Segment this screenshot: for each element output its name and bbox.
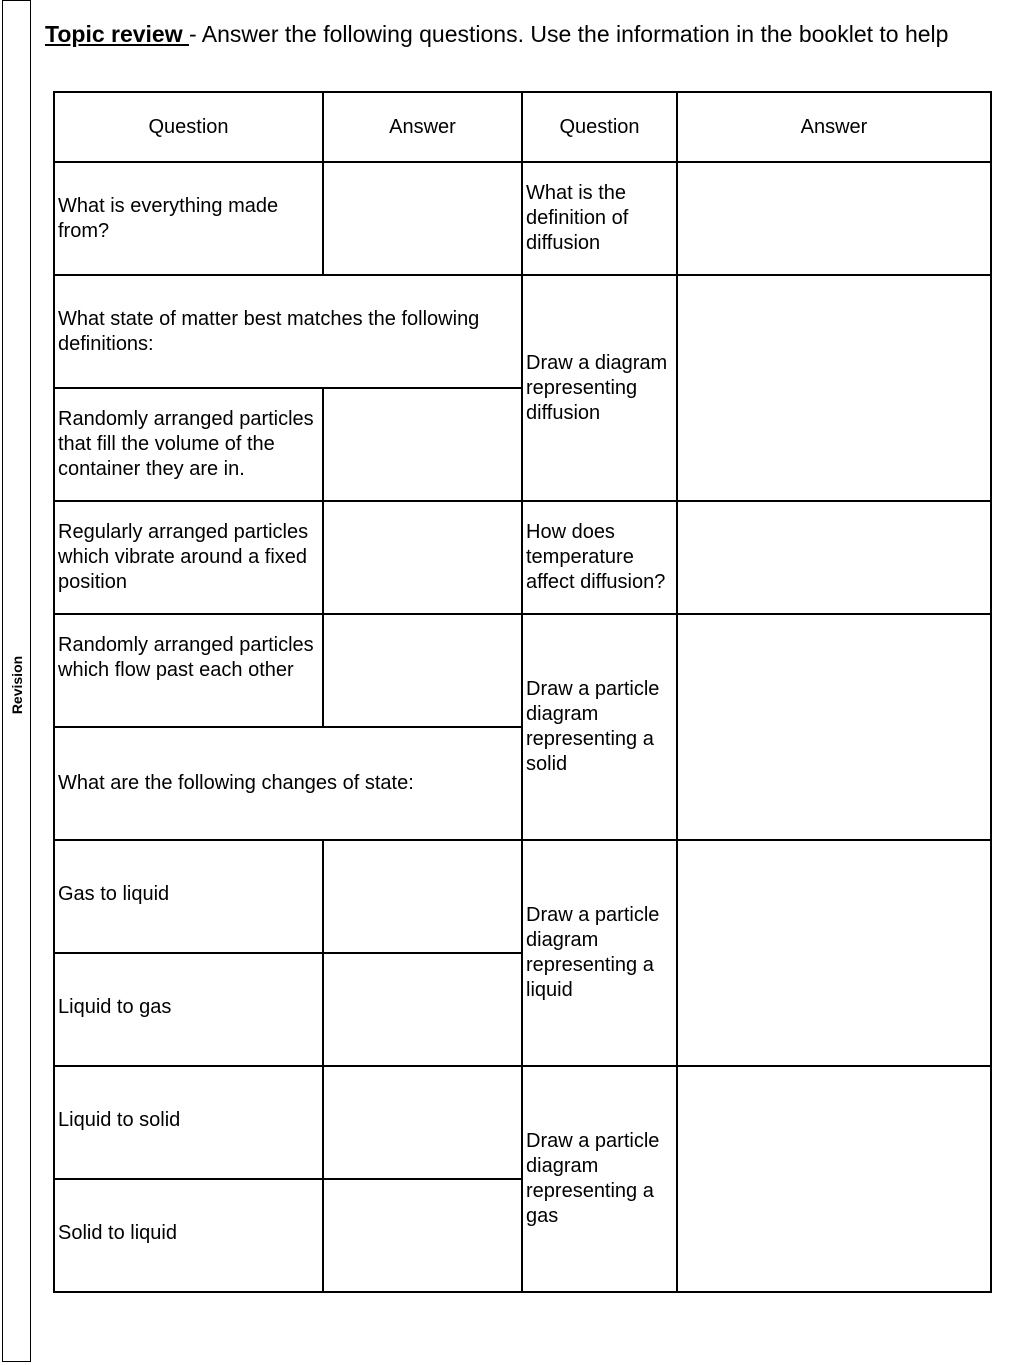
answer-solid-diagram[interactable] bbox=[677, 614, 991, 840]
answer-gas-to-liquid[interactable] bbox=[323, 840, 522, 953]
review-table bbox=[53, 91, 992, 1293]
heading-instruction: - Answer the following questions. Use the information in the booklet to help bbox=[189, 21, 949, 47]
header-answer-left: Answer bbox=[323, 92, 522, 162]
table-row bbox=[54, 1066, 991, 1179]
answer-diffusion-diagram[interactable] bbox=[677, 275, 991, 501]
header-question-left: Question bbox=[54, 92, 323, 162]
table-row bbox=[54, 614, 991, 727]
question-liquid-to-solid: Liquid to solid bbox=[54, 1066, 323, 1179]
table-row bbox=[54, 275, 991, 388]
question-solid-diagram: Draw a particle diagram representing a solid bbox=[522, 614, 677, 840]
question-everything-made-from: What is everything made from? bbox=[54, 162, 323, 275]
answer-gas-diagram[interactable] bbox=[677, 1066, 991, 1292]
question-liquid-to-gas: Liquid to gas bbox=[54, 953, 323, 1066]
question-temperature-diffusion: How does temperature affect diffusion? bbox=[522, 501, 677, 614]
answer-everything-made-from[interactable] bbox=[323, 162, 522, 275]
question-gas-to-liquid: Gas to liquid bbox=[54, 840, 323, 953]
answer-liquid-to-solid[interactable] bbox=[323, 1066, 522, 1179]
question-diffusion-diagram: Draw a diagram representing diffusion bbox=[522, 275, 677, 501]
table-row bbox=[54, 501, 991, 614]
table-row bbox=[54, 162, 991, 275]
answer-diffusion-definition[interactable] bbox=[677, 162, 991, 275]
question-gas-diagram: Draw a particle diagram representing a gas bbox=[522, 1066, 677, 1292]
answer-solid-definition[interactable] bbox=[323, 501, 522, 614]
heading-title: Topic review bbox=[45, 21, 190, 47]
question-changes-intro: What are the following changes of state: bbox=[54, 727, 522, 840]
header-answer-right: Answer bbox=[677, 92, 991, 162]
question-state-intro: What state of matter best matches the following definitions: bbox=[54, 275, 522, 388]
answer-liquid-definition[interactable] bbox=[323, 614, 522, 727]
answer-liquid-to-gas[interactable] bbox=[323, 953, 522, 1066]
page-heading bbox=[45, 18, 1005, 50]
question-liquid-diagram: Draw a particle diagram representing a liquid bbox=[522, 840, 677, 1066]
answer-solid-to-liquid[interactable] bbox=[323, 1179, 522, 1292]
answer-liquid-diagram[interactable] bbox=[677, 840, 991, 1066]
side-tab-label: Revision bbox=[8, 655, 25, 715]
question-solid-definition: Regularly arranged particles which vibrate around a fixed position bbox=[54, 501, 323, 614]
answer-gas-definition[interactable] bbox=[323, 388, 522, 501]
question-liquid-definition: Randomly arranged particles which flow past each other bbox=[54, 614, 323, 727]
question-diffusion-definition: What is the definition of diffusion bbox=[522, 162, 677, 275]
answer-temperature-diffusion[interactable] bbox=[677, 501, 991, 614]
question-gas-definition: Randomly arranged particles that fill the volume of the container they are in. bbox=[54, 388, 323, 501]
table-row bbox=[54, 840, 991, 953]
table-header-row bbox=[54, 92, 991, 162]
side-tab bbox=[2, 0, 31, 1362]
header-question-right: Question bbox=[522, 92, 677, 162]
question-solid-to-liquid: Solid to liquid bbox=[54, 1179, 323, 1292]
